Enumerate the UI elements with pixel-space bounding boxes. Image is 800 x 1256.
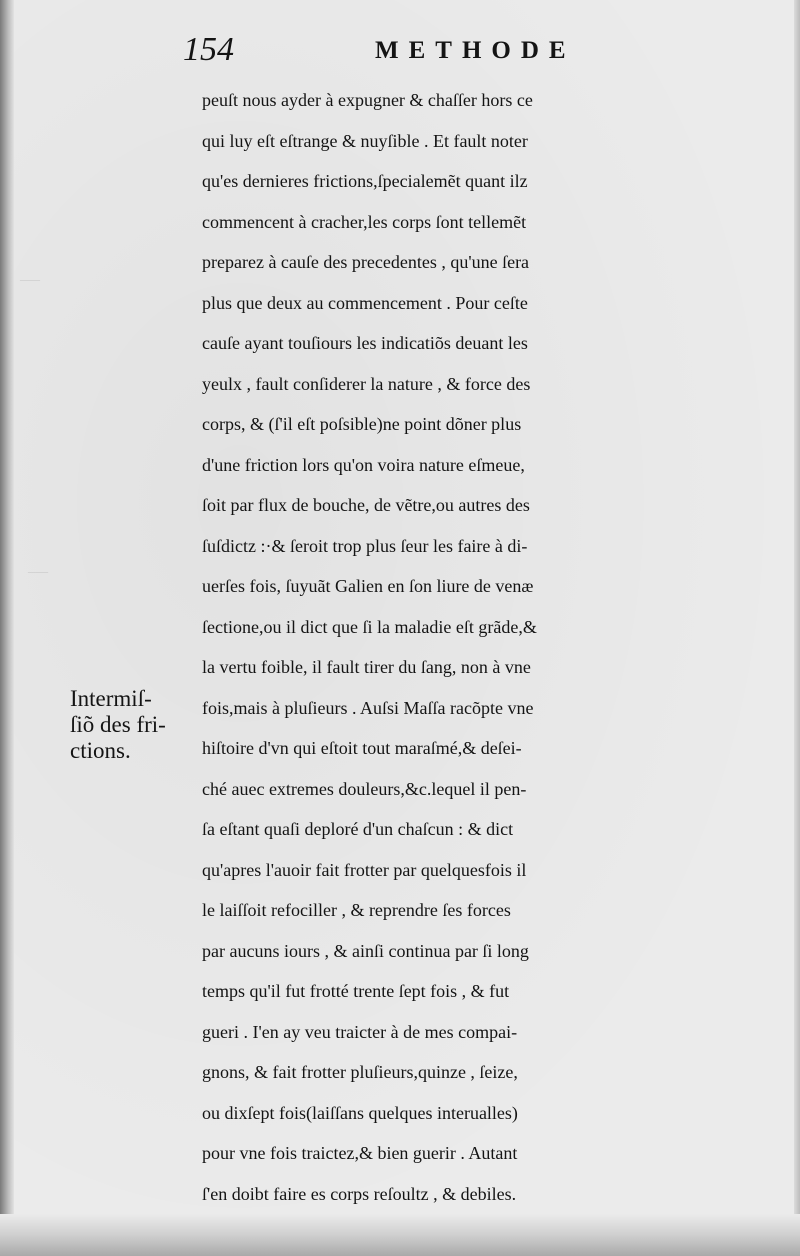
- text-line: ſ'en doibt faire es corps reſoultz , & debiles.: [202, 1183, 517, 1204]
- text-line: ſoit par flux de bouche, de vẽtre,ou autres des: [202, 495, 530, 515]
- text-line: ché auec extremes douleurs,&c.lequel il pen-: [202, 778, 527, 799]
- text-line: hiſtoire d'vn qui eſtoit tout maraſmé,& deſei-: [202, 738, 522, 758]
- page-right-edge: [794, 0, 800, 1256]
- text-line: temps qu'il fut frotté trente ſept fois , & fut: [202, 981, 510, 1001]
- text-line: fois,mais à pluſieurs . Auſsi Maſſa racõpte vne: [202, 697, 534, 718]
- text-line: ſa eſtant quaſi deploré d'un chaſcun : & dict: [202, 819, 514, 839]
- text-line: gueri . I'en ay veu traicter à de mes compai-: [202, 1021, 518, 1042]
- text-line: cauſe ayant touſiours les indicatiõs deuant les: [202, 333, 528, 353]
- text-line: d'une friction lors qu'on voira nature eſmeue,: [202, 454, 525, 475]
- text-line: la vertu foible, il fault tirer du ſang, non à vne: [202, 657, 531, 677]
- page-bottom-edge: [0, 1214, 800, 1256]
- running-head: METHODE: [375, 37, 576, 64]
- text-line: ſectione,ou il dict que ſi la maladie eſt grãde,&: [202, 616, 537, 637]
- text-line: preparez à cauſe des precedentes , qu'une ſera: [202, 252, 530, 272]
- text-line: yeulx , fault conſiderer la nature , & force des: [202, 373, 531, 394]
- page-gutter-shadow: [0, 0, 14, 1256]
- text-line: commencent à cracher,les corps ſont tellemẽt: [202, 211, 527, 232]
- main-text-block: [202, 80, 792, 1214]
- text-line: qui luy eſt eſtrange & nuyſible . Et fault noter: [202, 130, 528, 151]
- text-line: peuſt nous ayder à expugner & chaſſer hors ce: [202, 90, 533, 110]
- bleed-through-mark: —: [28, 560, 48, 582]
- bleed-through-mark: —: [20, 268, 40, 290]
- page-number: 154: [183, 31, 234, 68]
- text-line: par aucuns iours , & ainſi continua par ſi long: [202, 940, 529, 961]
- text-line: uerſes fois, ſuyuãt Galien en ſon liure de venæ: [202, 576, 534, 596]
- text-line: ſuſdictz :·& ſeroit trop plus ſeur les faire à di-: [202, 535, 528, 556]
- text-line: plus que deux au commencement . Pour ceſte: [202, 292, 528, 313]
- text-line: qu'apres l'auoir fait frotter par quelquesfois il: [202, 859, 527, 880]
- text-line: corps, & (ſ'il eſt poſsible)ne point dõner plus: [202, 414, 522, 434]
- text-line: le laiſſoit refociller , & reprendre ſes forces: [202, 900, 511, 920]
- marginal-note-line: ctions.: [70, 738, 131, 763]
- text-line: ou dixſept fois(laiſſans quelques interualles): [202, 1102, 518, 1123]
- marginal-note-line: Intermiſ-: [70, 686, 152, 711]
- marginal-note: [70, 686, 200, 764]
- text-line: pour vne fois traictez,& bien guerir . Autant: [202, 1143, 518, 1163]
- marginal-note-line: ſiõ des fri-: [70, 712, 166, 737]
- page-header: [183, 28, 783, 72]
- text-line: qu'es dernieres frictions,ſpecialemẽt quant ilz: [202, 171, 528, 191]
- text-line: gnons, & fait frotter pluſieurs,quinze , ſeize,: [202, 1062, 518, 1082]
